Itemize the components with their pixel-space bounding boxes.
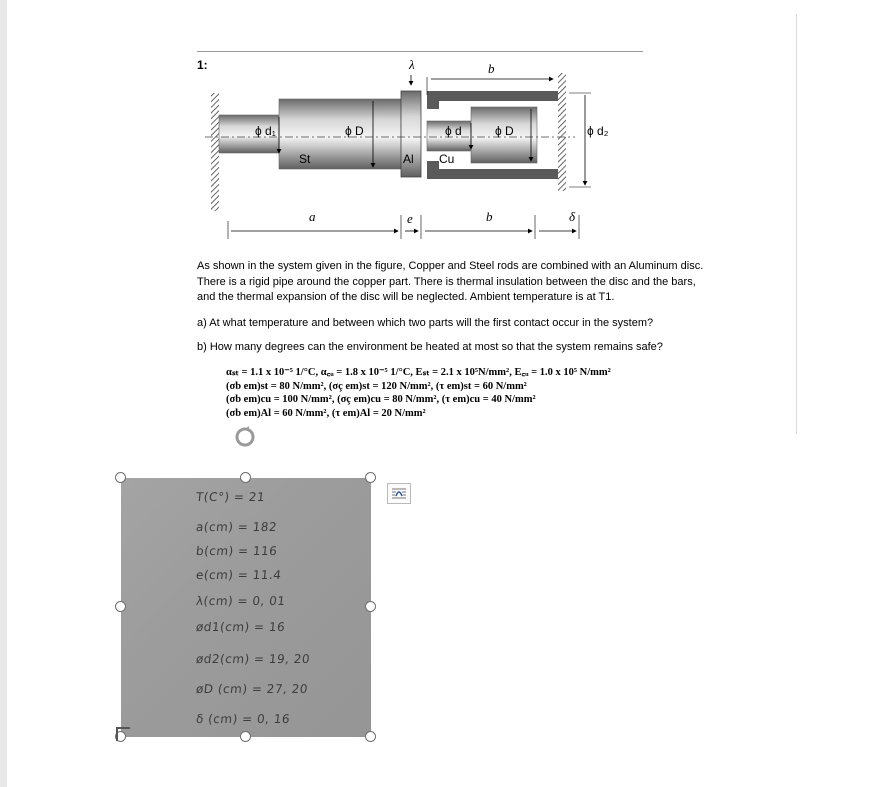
label-d2: ϕ d₂ (587, 124, 609, 138)
rotate-handle-icon[interactable] (232, 424, 258, 450)
right-wall (558, 73, 566, 191)
resize-handle-right[interactable] (365, 601, 376, 612)
label-aluminum: Al (403, 152, 414, 166)
question-b: b) How many degrees can the environment be heated at most so that the system remains safe? (197, 341, 663, 353)
label-b-bottom: b (486, 209, 493, 224)
label-delta: δ (569, 209, 576, 224)
rigid-pipe-top (427, 91, 558, 109)
note-line: a(cm) = 182 (195, 520, 278, 534)
layout-options-button[interactable] (387, 483, 411, 504)
question-a: a) At what temperature and between which two parts will the first contact occur in the system? (197, 317, 654, 329)
mechanical-diagram (195, 55, 655, 245)
label-e: e (407, 211, 413, 226)
left-margin-strip (0, 0, 7, 787)
handwritten-photo[interactable] (121, 478, 371, 737)
given-line: (σb em)st = 80 N/mm², (σç em)st = 120 N/mm², (τ em)st = 60 N/mm² (226, 380, 527, 392)
label-D-left: ϕ D (345, 124, 364, 138)
note-line: øD (cm) = 27, 20 (195, 682, 309, 696)
page-corner-mark (116, 727, 130, 741)
layout-options-icon (388, 484, 410, 503)
left-wall (211, 93, 219, 211)
resize-handle-bottom-right[interactable] (365, 731, 376, 742)
paragraph-line: As shown in the system given in the figure, Copper and Steel rods are combined with an Aluminum disc. (197, 260, 704, 272)
resize-handle-top[interactable] (240, 472, 251, 483)
note-line: ød2(cm) = 19, 20 (195, 652, 311, 666)
note-line: b(cm) = 116 (195, 544, 279, 558)
note-line: T(C°) = 21 (195, 490, 266, 504)
resize-handle-top-right[interactable] (365, 472, 376, 483)
label-steel: St (299, 152, 311, 166)
problem-description (197, 259, 722, 306)
label-d: ϕ d (445, 124, 462, 138)
label-a: a (309, 209, 316, 224)
question-number: 1: (197, 58, 208, 72)
steel-rod-thick (279, 99, 401, 169)
given-line: αₛₜ = 1.1 x 10⁻⁵ 1/°C, α꜀ᵤ = 1.8 x 10⁻⁵ 1/°C, Eₛₜ = 2.1 x 10⁵N/mm², E꜀ᵤ = 1.0 x 10⁵ N/mm² (226, 367, 611, 378)
page-right-edge (796, 14, 797, 434)
label-d1: ϕ d₁ (255, 124, 276, 138)
paragraph-line: There is a rigid pipe around the copper part. There is thermal insulation between the disc and the bars, (197, 275, 696, 288)
given-line: (σb em)Al = 60 N/mm², (τ em)Al = 20 N/mm² (226, 407, 426, 419)
label-D-right: ϕ D (495, 124, 514, 138)
note-line: ød1(cm) = 16 (195, 620, 286, 634)
resize-handle-bottom[interactable] (240, 731, 251, 742)
label-b-top: b (488, 61, 495, 76)
note-line: e(cm) = 11.4 (195, 568, 283, 582)
note-line: λ(cm) = 0, 01 (195, 594, 287, 608)
label-copper: Cu (439, 152, 455, 166)
resize-handle-left[interactable] (115, 601, 126, 612)
given-data (226, 366, 696, 420)
label-lambda: λ (409, 57, 415, 72)
note-line: δ (cm) = 0, 16 (195, 712, 291, 726)
resize-handle-top-left[interactable] (115, 472, 126, 483)
given-line: (σb em)cu = 100 N/mm², (σç em)cu = 80 N/mm², (τ em)cu = 40 N/mm² (226, 394, 536, 405)
header-rule (197, 51, 643, 52)
paragraph-line: and the thermal expansion of the disc will be neglected. Ambient temperature is at T1. (197, 291, 615, 303)
